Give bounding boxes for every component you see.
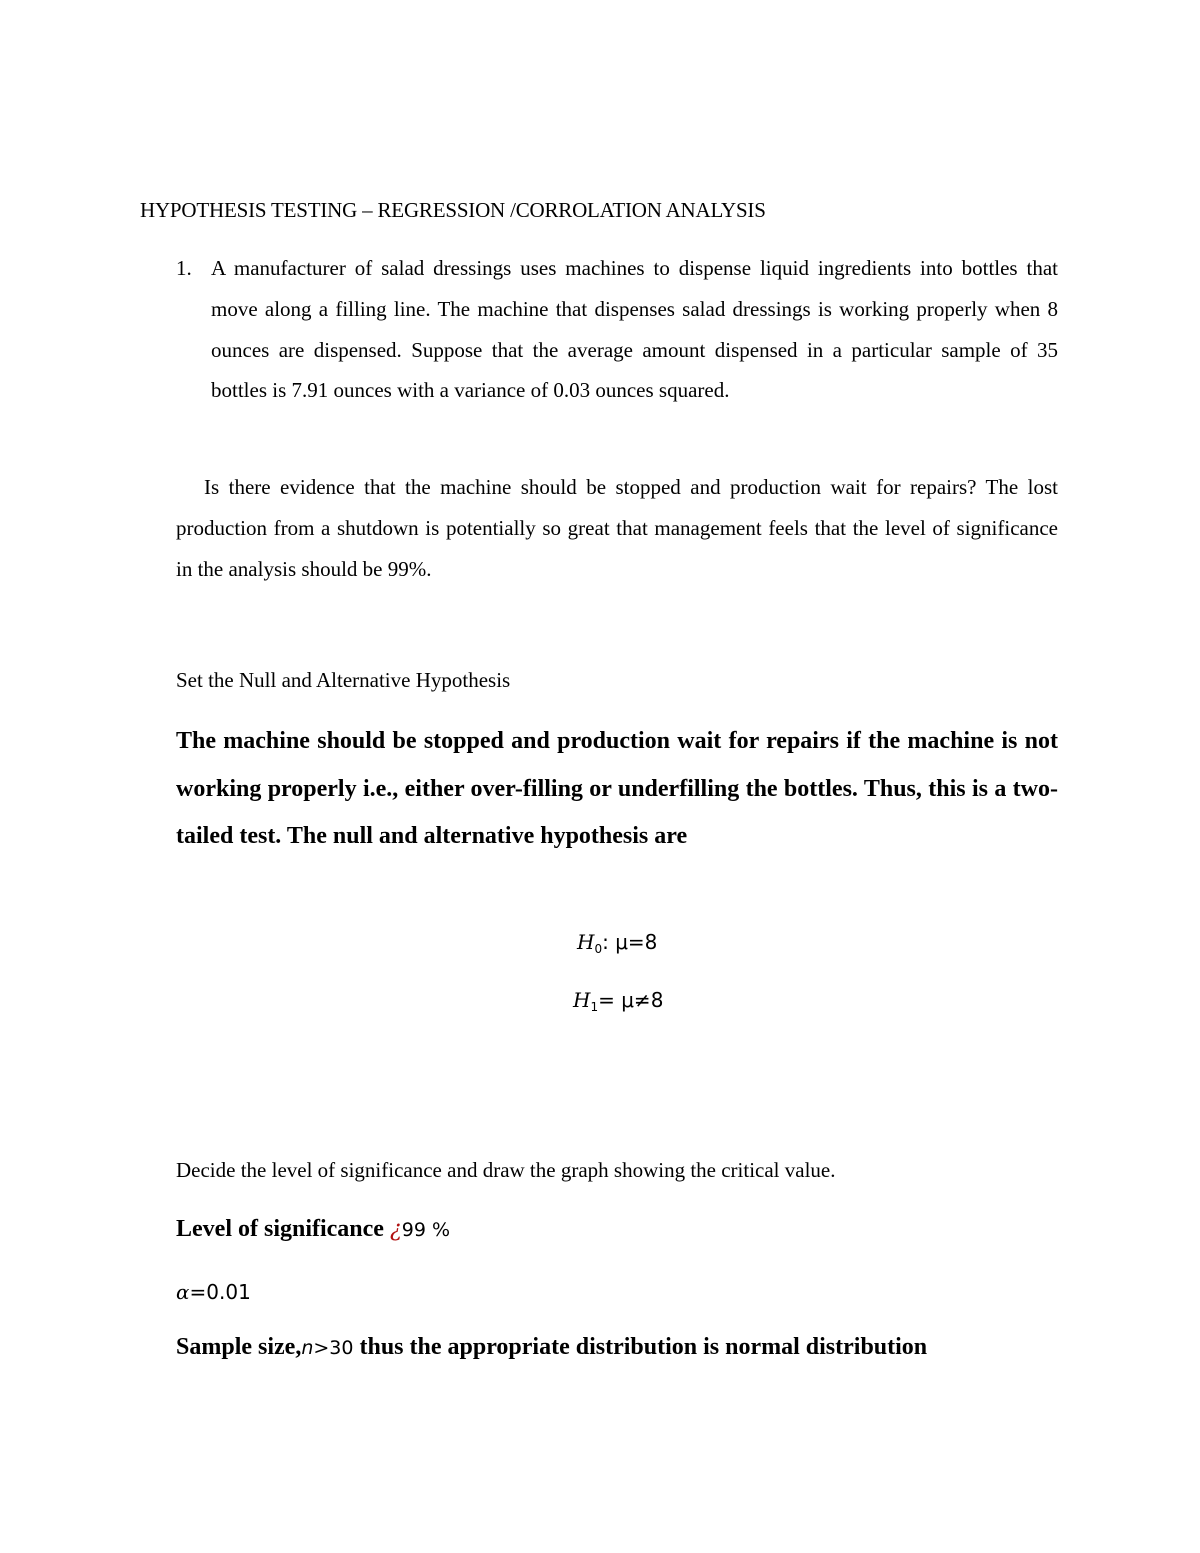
sample-variable: n [301, 1337, 314, 1359]
sample-conclusion: thus the appropriate distribution is normal distribution [353, 1334, 928, 1360]
hypothesis-answer: The machine should be stopped and production wait for repairs if the machine is not working properly i.e., either over-filling or underfilling the bottles. Thus, this is a two-tailed test. The null and alternative hypothesis are [176, 728, 1058, 849]
h0-rest: : μ=8 [602, 930, 658, 954]
document-heading: HYPOTHESIS TESTING – REGRESSION /CORROLATION ANALYSIS [140, 198, 766, 222]
h0-subscript: 0 [594, 942, 603, 956]
section-title-hypothesis: Set the Null and Alternative Hypothesis [176, 668, 511, 692]
sample-condition [301, 1337, 353, 1359]
level-of-significance-line [176, 1216, 450, 1243]
unrendered-glyph: ¿ [389, 1217, 402, 1242]
question-followup: Is there evidence that the machine should be stopped and production wait for repairs? The lost production from a shutdown is potentially so great that management feels that the level of significance in the analysis should be 99%. [176, 475, 1058, 581]
alpha-symbol: α [176, 1280, 190, 1304]
h0-symbol: H [577, 930, 595, 954]
level-label: Level of significance [176, 1216, 384, 1242]
h1-symbol: H [573, 988, 591, 1012]
null-hypothesis-equation [577, 930, 657, 956]
alpha-equation [176, 1280, 251, 1304]
h1-subscript: 1 [590, 1000, 599, 1014]
question-text: A manufacturer of salad dressings uses machines to dispense liquid ingredients into bottles that move along a filling line. The machine that dispenses salad dressings is working properly when 8 ounces are dispensed. Suppose that the average amount dispensed in a particular sample of 35 bottles is 7.91 ounces with a variance of 0.03 ounces squared. [211, 256, 1058, 403]
h1-rest: = μ≠8 [598, 988, 664, 1012]
alpha-value: =0.01 [189, 1280, 251, 1304]
sample-size-line [176, 1334, 927, 1361]
section-title-significance: Decide the level of significance and draw the graph showing the critical value. [176, 1158, 836, 1182]
question-number: 1. [176, 256, 192, 280]
alternative-hypothesis-equation [573, 988, 663, 1014]
sample-threshold: >30 [313, 1337, 354, 1359]
sample-label: Sample size, [176, 1334, 302, 1360]
level-value: 99 % [401, 1219, 451, 1241]
